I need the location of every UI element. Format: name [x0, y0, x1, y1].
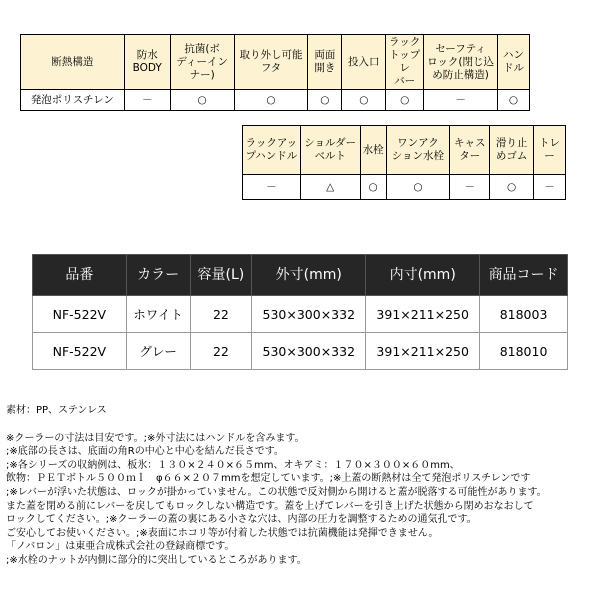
- product-cell: 391×211×250: [366, 296, 480, 333]
- spec-header-cell: キャス ター: [450, 126, 490, 175]
- product-header-cell: 品番: [33, 255, 127, 296]
- spec-header-cell: 防水 BODY: [124, 35, 170, 90]
- spec-value-cell: ○: [386, 175, 450, 200]
- spec-header-cell: 両面 開き: [308, 35, 342, 90]
- spec-value-cell: －: [450, 175, 490, 200]
- note-line: ;※水栓のナットが内側に部分的に突出しているところがあります。: [6, 554, 307, 566]
- spec-header-cell: トレー: [534, 126, 566, 175]
- spec-value-cell: ○: [234, 90, 308, 111]
- product-cell: 530×300×332: [252, 333, 366, 370]
- note-line: ;※各シリーズの収納例は、板氷：１３０×２４０×６５mm、オキアミ：１７０×３００×６０mm、: [6, 459, 460, 471]
- spec-value-cell: ○: [490, 175, 534, 200]
- spec-header-cell: ラックアッ プハンドル: [243, 126, 301, 175]
- product-cell: NF-522V: [33, 333, 127, 370]
- note-line: ;※底部の長さは、底面の角Rの中心と中心を結んだ長さです。: [6, 446, 284, 458]
- spec-value-cell: －: [124, 90, 170, 111]
- spec-header-cell: 水栓: [360, 126, 386, 175]
- material-note: 素材：PP、ステンレス: [6, 405, 107, 416]
- spec-value-cell: －: [424, 90, 498, 111]
- note-line: ロックしてください。;※クーラーの蓋の裏にある小さな穴は、内部の圧力を調整するための通気孔です。: [6, 514, 477, 526]
- spec-header-cell: 滑り止 めゴム: [490, 126, 534, 175]
- table-row: [33, 333, 568, 370]
- spec-header-cell: セーフティ ロック(閉じ込 め防止構造): [424, 35, 498, 90]
- product-header-cell: 内寸(mm): [366, 255, 480, 296]
- product-header-cell: 商品コード: [480, 255, 568, 296]
- spec-value-cell: ○: [386, 90, 424, 111]
- note-line: 飲物：ＰＥＴボトル５００ｍｌ φ６６×２０７mmを想定しています。;※上蓋の断熱材は全て発泡ポリスチレンです: [6, 473, 531, 485]
- spec-table-2-value-row: [243, 175, 566, 200]
- spec-value-cell: －: [243, 175, 301, 200]
- spec-value-cell: ○: [498, 90, 530, 111]
- spec-header-cell: ハン ドル: [498, 35, 530, 90]
- product-table-header-row: [33, 255, 568, 296]
- spec-header-cell: 抗菌(ボ ディーイン ナー): [170, 35, 234, 90]
- spec-value-cell: －: [534, 175, 566, 200]
- product-cell: グレー: [126, 333, 190, 370]
- note-line: ご安心してお使いください。;※表面にホコリ等が付着した状態では抗菌機能は発揮できません。: [6, 527, 439, 539]
- spec-header-cell: 投入口: [342, 35, 386, 90]
- spec-table-1-header-row: [21, 35, 530, 90]
- spec-header-cell: ショルダー ベルト: [300, 126, 360, 175]
- product-cell: NF-522V: [33, 296, 127, 333]
- spec-header-cell: ワンアク ション水栓: [386, 126, 450, 175]
- spec-value-cell: ○: [308, 90, 342, 111]
- product-cell: 22: [190, 296, 252, 333]
- product-table: [32, 254, 568, 370]
- spec-value-cell: △: [300, 175, 360, 200]
- spec-value-cell: 発泡ポリスチレン: [21, 90, 125, 111]
- note-line: 「ノバロン」は東亜合成株式会社の登録商標です。: [6, 541, 235, 553]
- note-line: ※クーラーの寸法は目安です。;※外寸法にはハンドルを含みます。: [6, 432, 305, 444]
- note-line: また蓋を閉める前にレバーを戻してもロックしない構造です。蓋を上げてレバーを引き上げた状態から閉めおなおして: [6, 500, 534, 512]
- spec-header-cell: ラック トップレ バー: [386, 35, 424, 90]
- table-row: [33, 296, 568, 333]
- spec-table-2: [242, 125, 566, 200]
- product-cell: 530×300×332: [252, 296, 366, 333]
- spec-table-1-value-row: [21, 90, 530, 111]
- product-header-cell: 容量(L): [190, 255, 252, 296]
- product-cell: 391×211×250: [366, 333, 480, 370]
- spec-value-cell: ○: [360, 175, 386, 200]
- spec-table-1: [20, 34, 530, 111]
- product-cell: ホワイト: [126, 296, 190, 333]
- product-cell: 818010: [480, 333, 568, 370]
- spec-value-cell: ○: [342, 90, 386, 111]
- product-cell: 22: [190, 333, 252, 370]
- spec-header-cell: 取り外し可能 フタ: [234, 35, 308, 90]
- product-cell: 818003: [480, 296, 568, 333]
- notes-section: [6, 404, 598, 568]
- notes-list: [6, 432, 598, 568]
- note-line: ;※レバーが浮いた状態は、ロックが掛かっていません。この状態で反対側から開けると蓋が脱落する可能性があります。: [6, 486, 547, 498]
- product-header-cell: 外寸(mm): [252, 255, 366, 296]
- spec-table-2-header-row: [243, 126, 566, 175]
- spec-header-cell: 断熱構造: [21, 35, 125, 90]
- spec-value-cell: ○: [170, 90, 234, 111]
- product-header-cell: カラー: [126, 255, 190, 296]
